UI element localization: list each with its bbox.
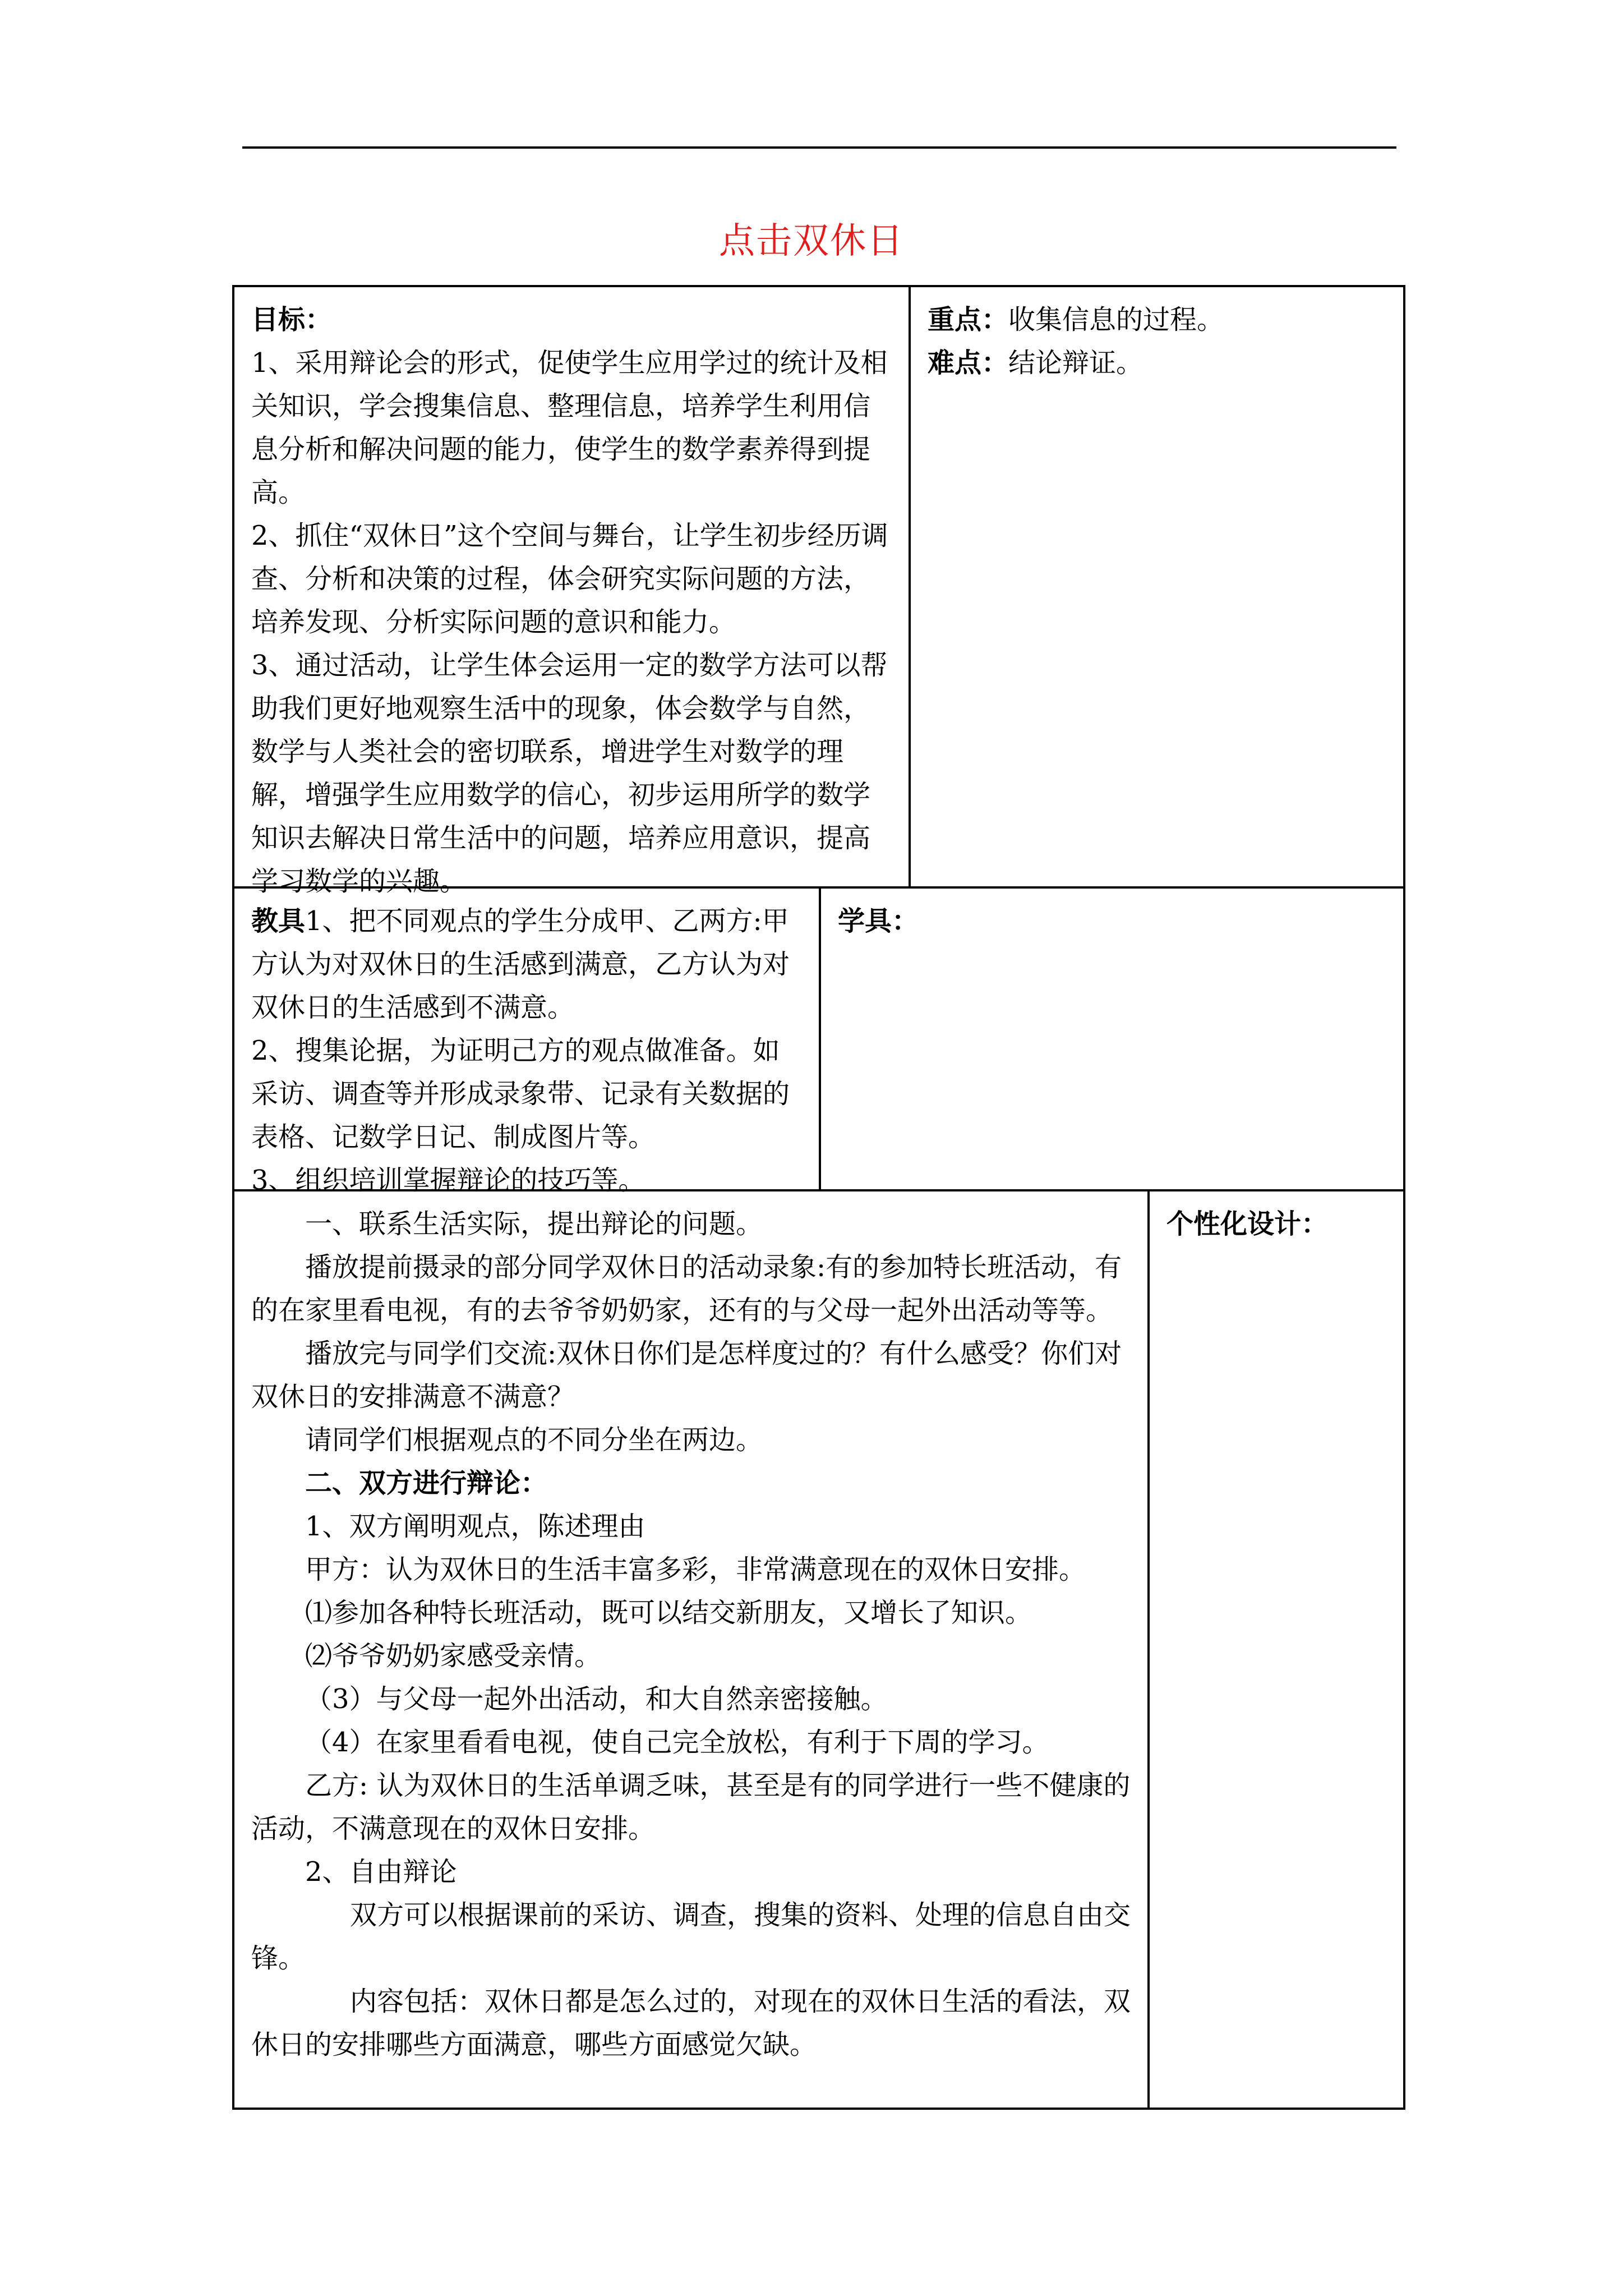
goals-cell <box>232 285 911 897</box>
process-para-7: 甲方：认为双休日的生活丰富多彩，非常满意现在的双休日安排。 <box>305 1554 1086 1585</box>
key-text: 收集信息的过程。 <box>1008 304 1224 335</box>
process-para-4: 请同学们根据观点的不同分坐在两边。 <box>305 1424 763 1456</box>
process-para-14: 双方可以根据课前的采访、调查，搜集的资料、处理的信息自由交锋。 <box>251 1899 1131 1974</box>
teaching-tools-label: 教具 <box>251 905 306 937</box>
teaching-tools-item-1: 1、把不同观点的学生分成甲、乙两方:甲方认为对双休日的生活感到满意，乙方认为对双休日的生活感到不满意。 <box>251 905 790 1023</box>
goal-item-3: 3、通过活动，让学生体会运用一定的数学方法可以帮助我们更好地观察生活中的现象，体会数学与自然，数学与人类社会的密切联系，增进学生对数学的理解，增强学生应用数学的信心，初步运用所学的数学知识去解决日常生活中的问题，培养应用意识，提高学习数学的兴趣。 <box>251 650 888 897</box>
goals-heading: 目标： <box>251 304 333 335</box>
process-para-8: ⑴参加各种特长班活动，既可以结交新朋友，又增长了知识。 <box>305 1597 1032 1628</box>
process-para-11: （4）在家里看看电视，使自己完全放松，有利于下周的学习。 <box>305 1727 1049 1758</box>
page-title: 点击双休日 <box>719 220 904 262</box>
difficulty-text: 结论辩证。 <box>1008 347 1144 379</box>
student-tools-label: 学具： <box>838 905 919 937</box>
difficulty-label: 难点： <box>928 347 1009 379</box>
teaching-tools-cell <box>232 886 821 1196</box>
personal-design-label: 个性化设计： <box>1166 1208 1329 1240</box>
process-para-1: 一、联系生活实际，提出辩论的问题。 <box>305 1208 763 1240</box>
header-rule <box>242 146 1396 149</box>
goal-item-2: 2、抓住“双休日”这个空间与舞台，让学生初步经历调查、分析和决策的过程，体会研究实际问题的方法，培养发现、分析实际问题的意识和能力。 <box>251 520 888 638</box>
process-para-2: 播放提前摄录的部分同学双休日的活动录象:有的参加特长班活动，有的在家里看电视，有的去爷爷奶奶家，还有的与父母一起外出活动等等。 <box>251 1251 1122 1326</box>
process-cell <box>232 1189 1150 2110</box>
personal-design-cell <box>1147 1189 1405 2110</box>
teaching-tools-item-3: 3、组织培训掌握辩论的技巧等。 <box>251 1165 645 1196</box>
key-label: 重点： <box>928 304 1009 335</box>
process-para-9: ⑵爷爷奶奶家感受亲情。 <box>305 1640 602 1672</box>
process-para-5: 二、双方进行辩论： <box>305 1467 548 1499</box>
key-points-cell <box>909 285 1405 889</box>
goal-item-1: 1、采用辩论会的形式，促使学生应用学过的统计及相关知识，学会搜集信息、整理信息，培养学生利用信息分析和解决问题的能力，使学生的数学素养得到提高。 <box>251 347 888 508</box>
process-para-13: 2、自由辩论 <box>305 1856 457 1888</box>
student-tools-cell <box>819 886 1405 1191</box>
process-para-12: 乙方: 认为双休日的生活单调乏味，甚至是有的同学进行一些不健康的活动，不满意现在的双休日安排。 <box>251 1770 1131 1844</box>
process-para-6: 1、双方阐明观点，陈述理由 <box>305 1511 645 1542</box>
process-para-10: （3）与父母一起外出活动，和大自然亲密接触。 <box>305 1683 888 1715</box>
process-para-3: 播放完与同学们交流:双休日你们是怎样度过的？有什么感受？你们对双休日的安排满意不满意？ <box>251 1338 1122 1412</box>
process-para-15: 内容包括：双休日都是怎么过的，对现在的双休日生活的看法，双休日的安排哪些方面满意，哪些方面感觉欠缺。 <box>251 1986 1131 2060</box>
teaching-tools-item-2: 2、搜集论据，为证明己方的观点做准备。如采访、调查等并形成录象带、记录有关数据的表格、记数学日记、制成图片等。 <box>251 1035 790 1153</box>
